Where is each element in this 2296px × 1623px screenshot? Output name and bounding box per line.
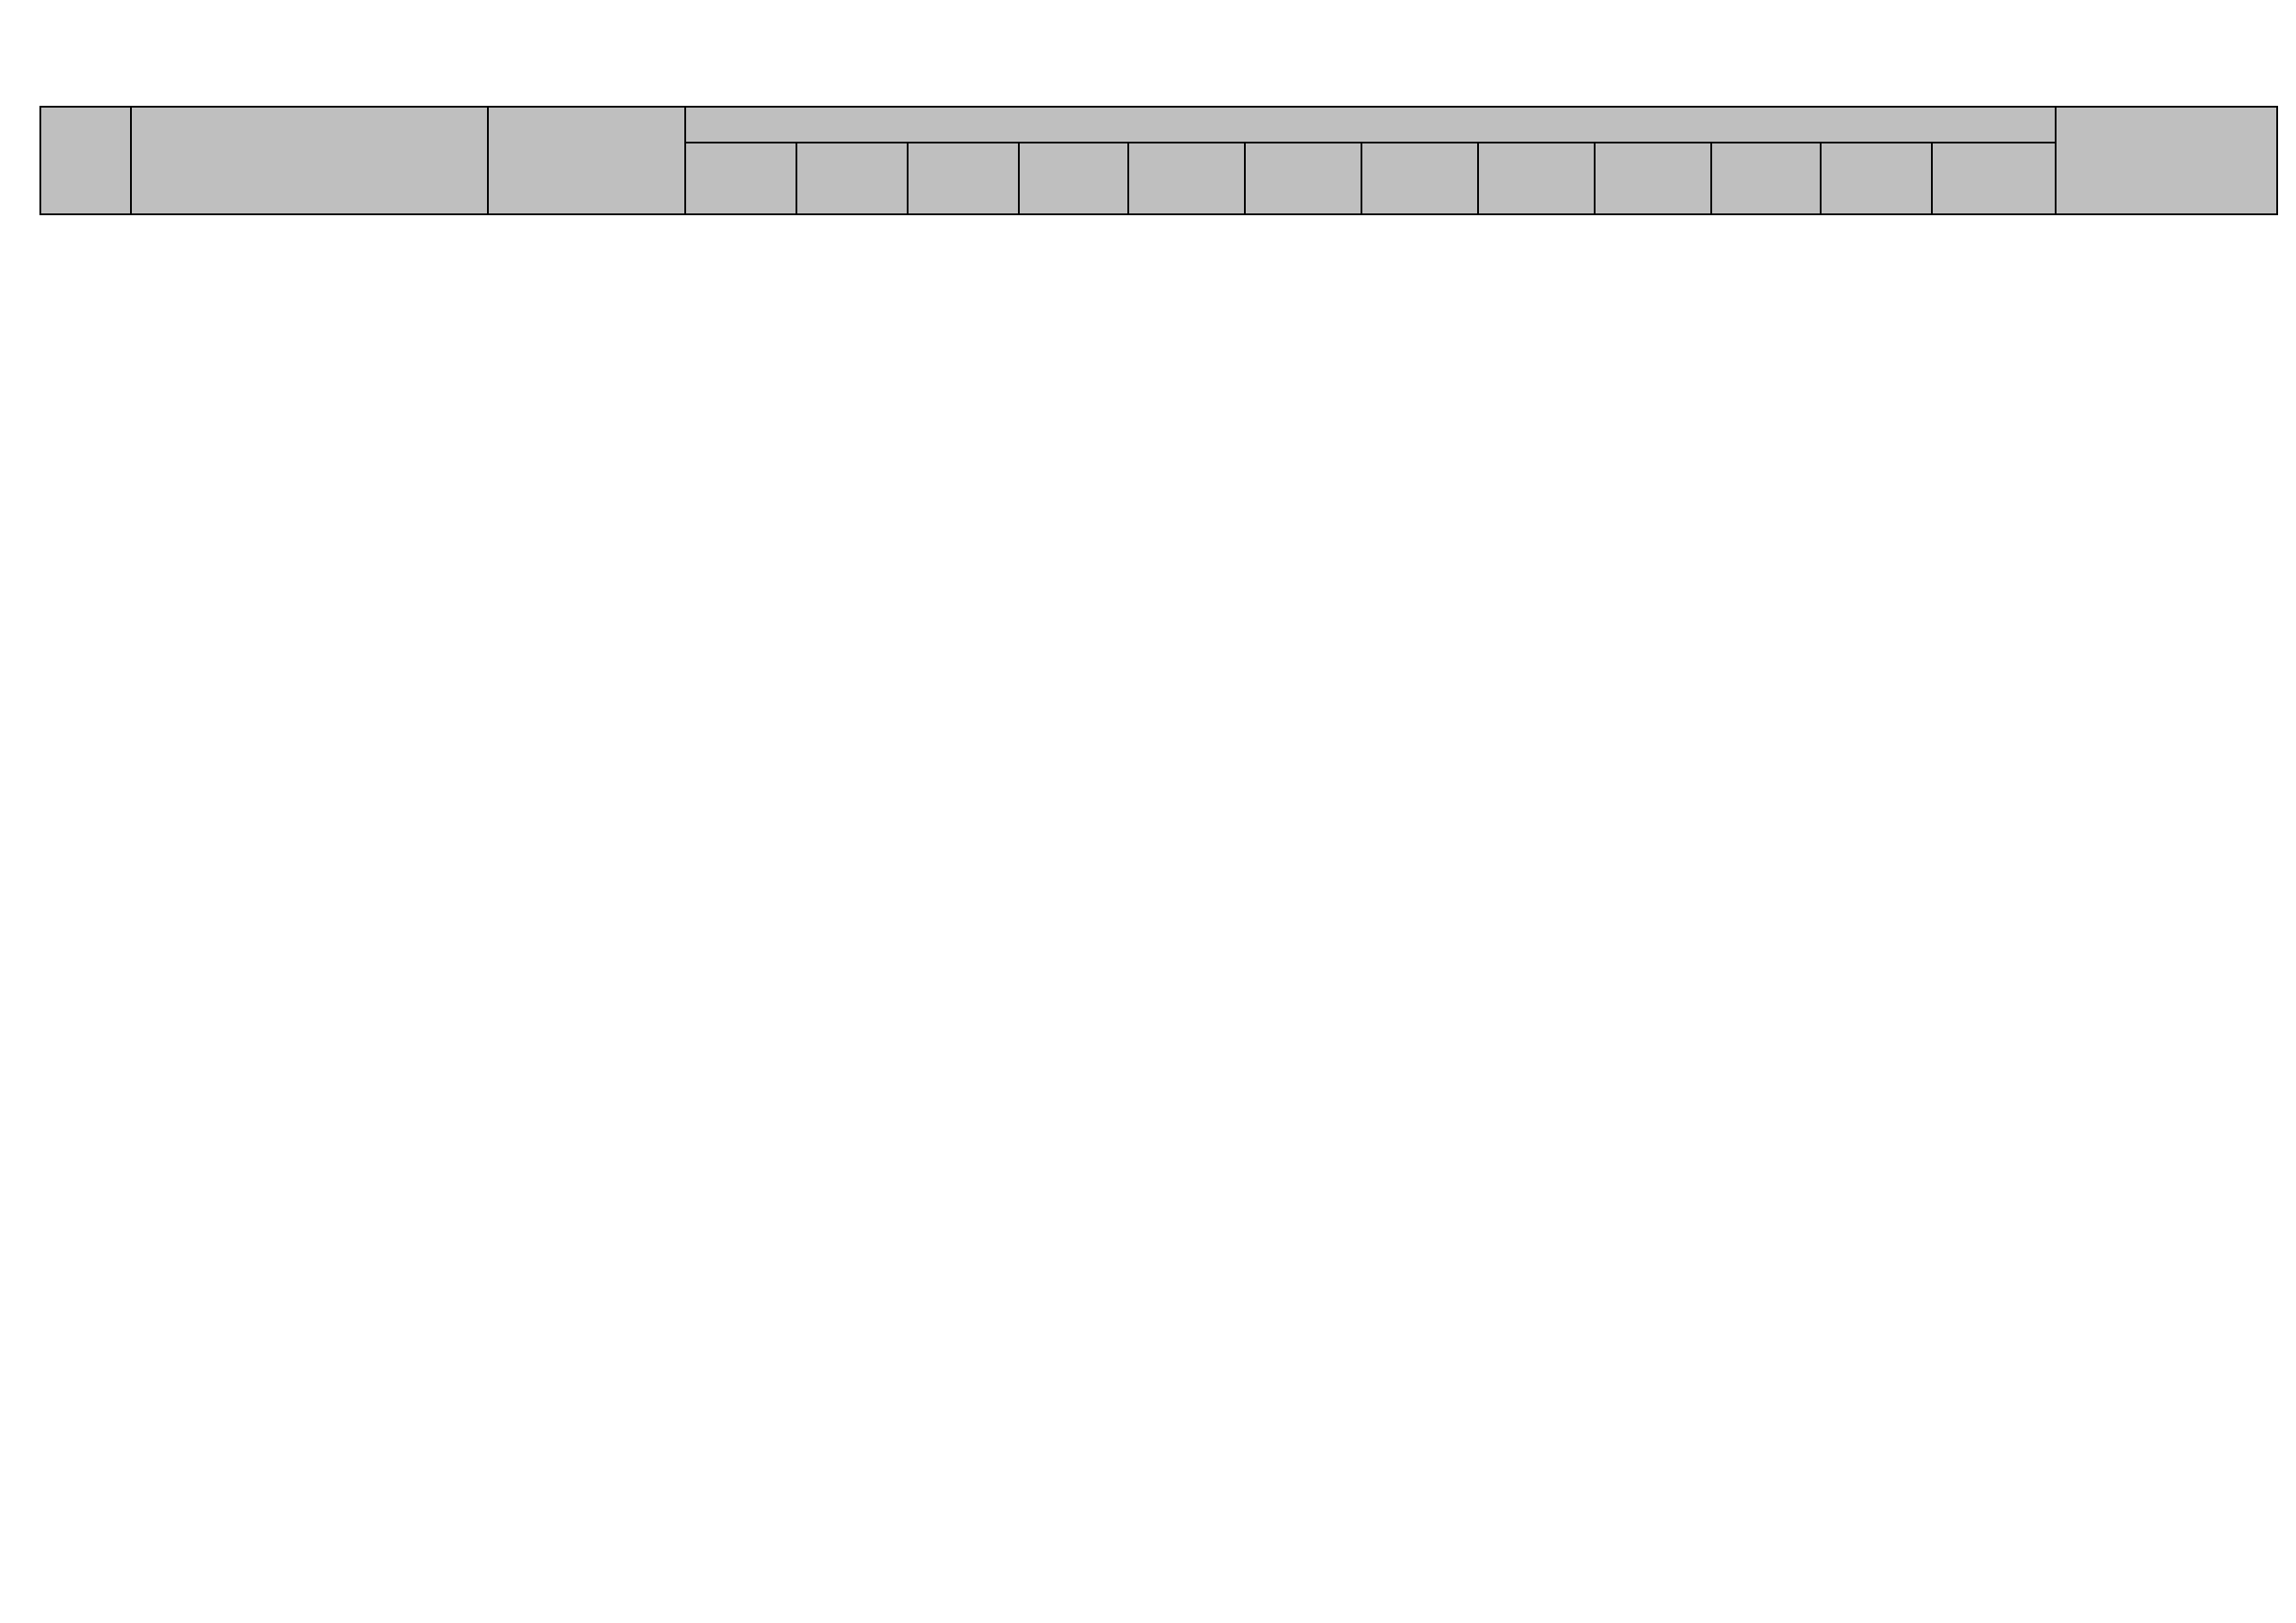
- header-month: [1128, 143, 1245, 214]
- header-month: [1361, 143, 1478, 214]
- header-average-achievement: [2056, 107, 2277, 214]
- header-month: [1595, 143, 1711, 214]
- header-month: [1019, 143, 1128, 214]
- header-month: [1711, 143, 1821, 214]
- header-month: [1932, 143, 2056, 214]
- header-month: [908, 143, 1019, 214]
- header-client-charter: [131, 107, 488, 214]
- header-month: [1245, 143, 1361, 214]
- header-month: [1821, 143, 1932, 214]
- header-month: [1478, 143, 1595, 214]
- header-month: [796, 143, 908, 214]
- header-achievement-group: [685, 107, 2056, 143]
- header-month: [685, 143, 796, 214]
- header-department-action: [488, 107, 685, 214]
- client-charter-table: [39, 106, 2278, 215]
- header-no: [40, 107, 131, 214]
